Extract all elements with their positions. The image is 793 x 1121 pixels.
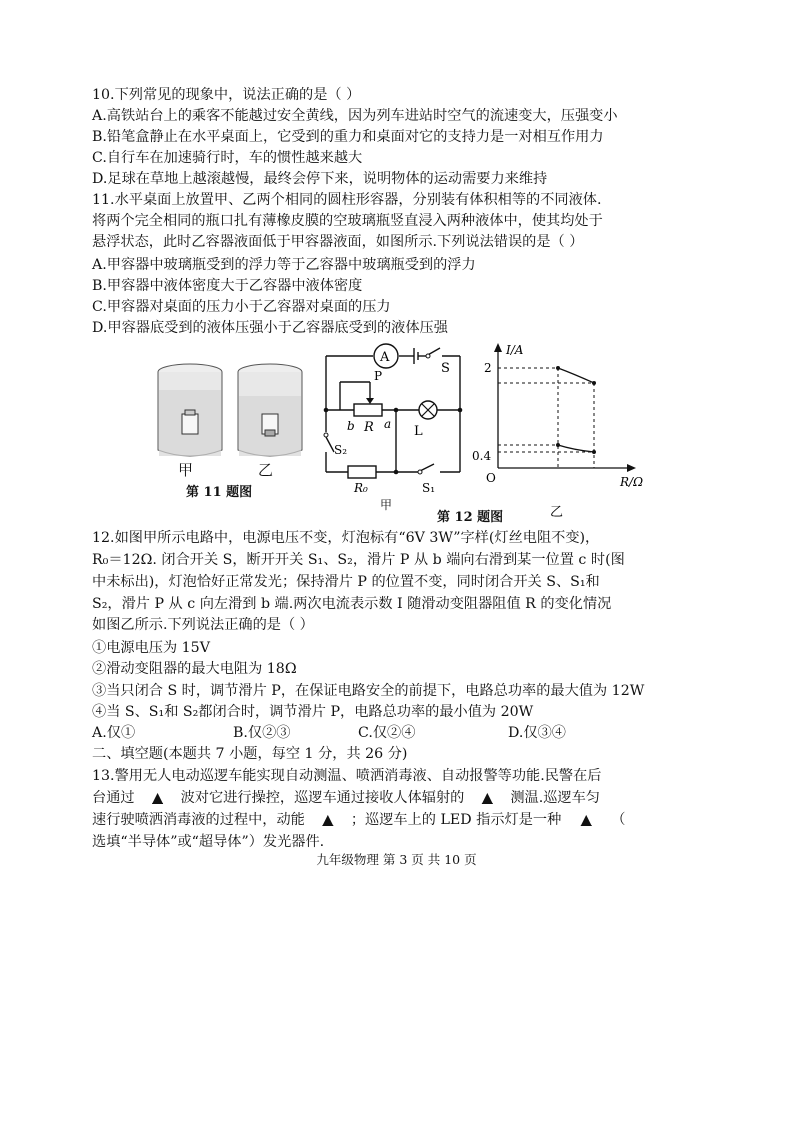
q12-choice-c: C.仅②④ bbox=[358, 725, 416, 741]
q13-text: 测温.巡逻车匀 bbox=[510, 790, 600, 806]
section2-heading: 二、填空题(本题共 7 小题，每空 1 分，共 26 分) bbox=[92, 746, 408, 762]
fig12-circuit bbox=[318, 342, 468, 502]
fig12-caption: 第 12 题图 bbox=[437, 510, 504, 525]
switch-s-label: S bbox=[441, 361, 450, 376]
fig11-containers bbox=[150, 358, 320, 468]
fig11-caption: 第 11 题图 bbox=[186, 485, 253, 500]
graph-tick-2: 2 bbox=[484, 361, 492, 375]
resistor-r0-label: R₀ bbox=[354, 481, 368, 495]
q11-option-d: D.甲容器底受到的液体压强小于乙容器底受到的液体压强 bbox=[92, 320, 448, 336]
q10-option-a: A.高铁站台上的乘客不能越过安全黄线，因为列车进站时空气的流速变大，压强变小 bbox=[92, 108, 618, 124]
q12-stem-line4: S₂，滑片 P 从 c 向左滑到 b 端.两次电流表示数 I 随滑动变阻器阻值 R 的变化情况 bbox=[92, 596, 612, 612]
graph-label: 乙 bbox=[550, 505, 564, 520]
q13-line4: 选填“半导体”或“超导体”）发光器件. bbox=[92, 834, 325, 850]
rheostat-end-b-label: b bbox=[347, 419, 355, 433]
fig11-label-jia: 甲 bbox=[178, 461, 194, 479]
lamp-label: L bbox=[414, 424, 423, 439]
q12-stem-line2: R₀＝12Ω. 闭合开关 S，断开开关 S₁、S₂，滑片 P 从 b 端向右滑到某一位置 c 时(图 bbox=[92, 552, 625, 568]
q13-text: ；巡逻车上的 LED 指示灯是一种 bbox=[350, 812, 562, 828]
page-footer: 九年级物理 第 3 页 共 10 页 bbox=[316, 852, 477, 867]
q13-line2 bbox=[92, 789, 600, 808]
graph-xlabel: R/Ω bbox=[620, 475, 644, 489]
q13-line3 bbox=[92, 811, 625, 830]
q12-choice-d: D.仅③④ bbox=[508, 725, 566, 741]
ammeter-label: A bbox=[380, 350, 390, 365]
q10-stem: 10.下列常见的现象中，说法正确的是（ ） bbox=[92, 87, 361, 103]
q12-statement-1: ①电源电压为 15V bbox=[92, 640, 210, 656]
q11-stem-line1: 11.水平桌面上放置甲、乙两个相同的圆柱形容器，分别装有体积相等的不同液体. bbox=[92, 192, 602, 208]
q11-option-b: B.甲容器中液体密度大于乙容器中液体密度 bbox=[92, 278, 363, 294]
q12-statement-4: ④当 S、S₁和 S₂都闭合时，调节滑片 P，电路总功率的最小值为 20W bbox=[92, 704, 534, 720]
q13-text: 速行驶喷洒消毒液的过程中，动能 bbox=[92, 812, 305, 828]
graph-ylabel: I/A bbox=[506, 343, 524, 357]
answer-blank[interactable]: ▲ bbox=[322, 812, 334, 828]
graph-tick-04: 0.4 bbox=[472, 449, 492, 463]
q11-stem-line2: 将两个完全相同的瓶口扎有薄橡皮膜的空玻璃瓶竖直浸入两种液体中，使其均处于 bbox=[92, 213, 603, 229]
q12-stem-line3: 中未标出)，灯泡恰好正常发光；保持滑片 P 的位置不变，同时闭合开关 S、S₁和 bbox=[92, 574, 600, 590]
graph-origin: O bbox=[486, 471, 496, 485]
container-yi bbox=[238, 364, 302, 456]
rheostat-end-a-label: a bbox=[384, 417, 392, 431]
fig12-circuit-label: 甲 bbox=[380, 498, 393, 512]
q11-stem-line3: 悬浮状态，此时乙容器液面低于甲容器液面，如图所示.下列说法错误的是（ ） bbox=[92, 234, 584, 250]
q10-option-c: C.自行车在加速骑行时，车的惯性越来越大 bbox=[92, 150, 363, 166]
graph-curve-upper bbox=[558, 368, 594, 383]
q13-line1: 13.警用无人电动巡逻车能实现自动测温、喷洒消毒液、自动报警等功能.民警在后 bbox=[92, 768, 602, 784]
slider-p-label: P bbox=[374, 369, 383, 383]
fig11-label-yi: 乙 bbox=[258, 461, 274, 479]
q12-choices bbox=[92, 724, 692, 743]
answer-blank[interactable]: ▲ bbox=[481, 790, 493, 806]
q11-option-a: A.甲容器中玻璃瓶受到的浮力等于乙容器中玻璃瓶受到的浮力 bbox=[92, 257, 476, 273]
q13-text: （ bbox=[611, 812, 626, 828]
q12-statement-3: ③当只闭合 S 时，调节滑片 P，在保证电路安全的前提下，电路总功率的最大值为 12W bbox=[92, 683, 645, 699]
answer-blank[interactable]: ▲ bbox=[580, 812, 592, 828]
q12-choice-b: B.仅②③ bbox=[233, 725, 291, 741]
q10-option-b: B.铅笔盒静止在水平桌面上，它受到的重力和桌面对它的支持力是一对相互作用力 bbox=[92, 129, 604, 145]
answer-blank[interactable]: ▲ bbox=[152, 790, 164, 806]
fig12-graph bbox=[470, 340, 655, 520]
q12-stem-line5: 如图乙所示.下列说法正确的是（ ） bbox=[92, 617, 314, 633]
switch-s1-label: S₁ bbox=[422, 481, 436, 495]
switch-s2-label: S₂ bbox=[334, 443, 348, 457]
graph-curve-lower bbox=[558, 445, 594, 452]
q10-option-d: D.足球在草地上越滚越慢，最终会停下来，说明物体的运动需要力来维持 bbox=[92, 171, 548, 187]
q11-option-c: C.甲容器对桌面的压力小于乙容器对桌面的压力 bbox=[92, 299, 391, 315]
q13-text: 台通过 bbox=[92, 790, 135, 806]
q12-choice-a: A.仅① bbox=[92, 725, 136, 741]
q12-stem-line1: 12.如图甲所示电路中，电源电压不变，灯泡标有“6V 3W”字样(灯丝电阻不变)， bbox=[92, 530, 600, 546]
q13-text: 波对它进行操控，巡逻车通过接收人体辐射的 bbox=[180, 790, 465, 806]
container-jia bbox=[158, 364, 222, 456]
rheostat-label: R bbox=[364, 420, 374, 435]
q12-statement-2: ②滑动变阻器的最大电阻为 18Ω bbox=[92, 661, 297, 677]
